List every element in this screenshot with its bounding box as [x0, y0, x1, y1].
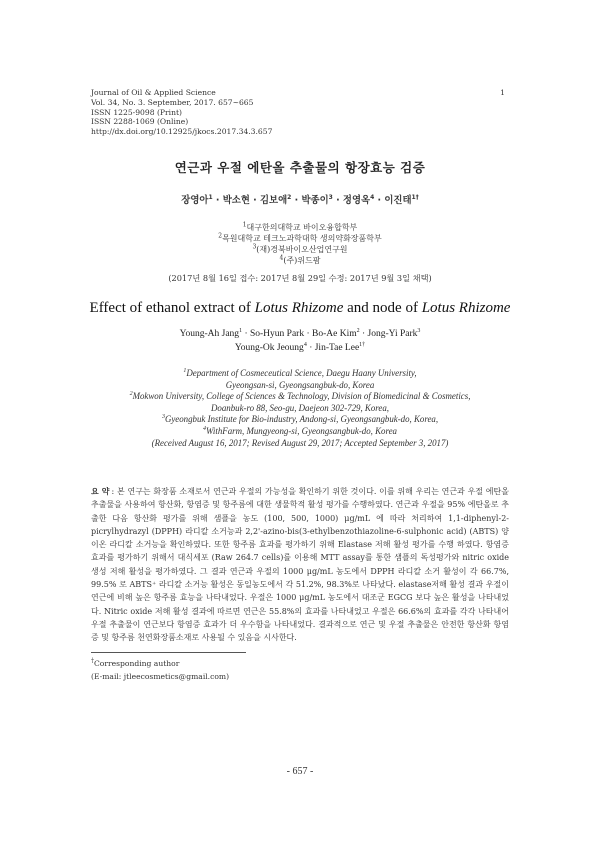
abstract-label: 요 약 — [91, 487, 110, 496]
affiliation-ko: $^4$(주)위드팜 — [279, 254, 321, 265]
affiliation-ko: $^3$(재)경북바이오산업연구원 — [252, 243, 348, 254]
english-authors: Young-Ah Jang$^1$ · So-Hyun Park · Bo-Ae Kim$^2$ · Jong-Yi Park$^3$ Young-Ok Jeoung$^4$ · Jin-Tae Lee$^{1\dagger}$ — [179, 327, 421, 353]
author-ko: 김보애$^2$ — [260, 193, 292, 206]
affiliation-en: Gyeongsan-si, Gyeongsangbuk-do, Korea — [225, 379, 375, 390]
abstract-text: : 본 연구는 화장품 소재로서 연근과 우절의 가능성을 확인하기 위한 것이다. 이를 위해 우리는 연근과 우절 에탄올 추출물을 사용하여 항산화, 항염증 및 항주름에 대한 생물학적 활성 평가를 수행하였다. 연근과 우절을 95% 에탄올로 추출한 다음 항산화 평가를 위해 샘플을 농도 (100, 500, 1000) μg/mL 에 따라 처리하여 1,1-diphenyl-2-picrylhydrazyl (DPPH) 라디칼 소거능과 2,2'-azino-bis(3-ethylbenzothiazoline-6-sulphonic acid) (ABTS) 양이온 라디칼 소거능을 확인하였다. 또한 항주름 효과를 평가하기 위해 Elastase 저해 활성 평가를 수행 하였다. 항염증 효과를 평가하기 위해서 대식세포 (Raw 264.7 cells)를 이용해 MTT assay를 통한 샘플의 독성평가와 nitric oxide 생성 저해 활성을 평가하였다. 그 결과 연근과 우절의 1000 μg/mL 농도에서 DPPH 라디칼 소거 활성이 각 66.7%, 99.5% 로 ABTS⁺ 라디칼 소거능 활성은 동일농도에서 각 51.2%, 98.3%로 나타났다. elastase저해 활성 결과 우절이 연근에 비해 높은 항주름 효능을 나타내었다. 우절은 1000 μg/mL 농도에서 대조군 EGCG 보다 높은 활성을 나타내었다. Nitric oxide 저해 활성 결과에 따르면 연근은 55.8%의 효과를 나타내었고 우절은 66.6%의 효과를 각각 나타내어 우절 추출물이 연근보다 항염증 효과가 더 우수함을 나타내었다. 결과적으로 연근 및 우절 추출물은 안전한 항산화 항염증 및 항주름 천연화장품소재로 사용될 수 있음을 시사한다. — [91, 487, 509, 643]
affiliation-en: $^2$Mokwon University, College of Sciences & Technology, Division of Biomedicinal & Cosmetics, — [129, 391, 471, 402]
page-number: - 657 - — [286, 766, 314, 777]
english-title: Effect of ethanol extract of Lotus Rhizome and node of Lotus Rhizome — [89, 300, 511, 316]
korean-authors: 장영아$^1$ · 박소현 · 김보애$^2$ · 박종이$^3$ · 정영옥$^4$ · 이진태$^{1\dagger}$ — [181, 193, 419, 206]
affiliation-en: $^3$Gyeongbuk Institute for Bio-industry, Andong-si, Gyeongsangbuk-do, Korea, — [161, 414, 439, 425]
korean-title: 연근과 우절 에탄올 추출물의 항장효능 검증 — [174, 160, 426, 175]
author-en: So-Hyun Park — [249, 329, 305, 339]
journal-name: Journal of Oil & Applied Science — [91, 88, 216, 97]
author-ko: 장영아$^1$ — [181, 193, 213, 206]
korean-received-dates: (2017년 8월 16일 접수: 2017년 8월 29일 수정: 2017년 9월 3일 채택) — [168, 273, 432, 283]
affiliation-en: Doanbuk-ro 88, Seo-gu, Daejeon 302-729, Korea, — [210, 402, 390, 413]
footnote — [91, 658, 229, 683]
doi-link[interactable]: http://dx.doi.org/10.12925/jkocs.2017.34.3.657 — [91, 127, 273, 137]
affiliation-en: $^1$Department of Cosmeceutical Science, Daegu Haany University, — [183, 368, 417, 378]
author-ko: 박종이$^3$ — [301, 193, 333, 206]
affiliation-en: $^4$WithFarm, Mungyeong-si, Gyeongsangbuk-do, Korea — [203, 425, 397, 436]
korean-affiliations — [0, 222, 600, 266]
corresponding-author-label: Corresponding author — [94, 659, 180, 668]
author-ko: 박소현 — [222, 195, 250, 206]
affiliation-ko: $^1$대구한의대학교 바이오융합학부 — [242, 221, 358, 232]
author-en: Jong-Yi Park$^3$ — [367, 327, 421, 339]
dagger-mark: † — [91, 657, 94, 665]
author-ko: 정영옥$^4$ — [342, 193, 375, 206]
author-en: Young-Ah Jang$^1$ — [179, 327, 243, 339]
issn-online: ISSN 2288-1069 (Online) — [91, 117, 189, 127]
journal-volume: Vol. 34, No. 3. September, 2017. 657~665 — [91, 97, 254, 107]
footnote-divider — [91, 652, 246, 653]
affiliation-ko: $^2$목원대학교 테크노과학대학 생의약화장품학부 — [218, 232, 382, 243]
corresponding-email: (E-mail: jtleecosmetics@gmail.com) — [91, 671, 230, 681]
author-en: Jin-Tae Lee$^{1\dagger}$ — [314, 341, 366, 353]
issn-print: ISSN 1225-9098 (Print) — [91, 107, 182, 117]
header-page-number: 1 — [500, 88, 505, 97]
author-ko: 이진태$^{1\dagger}$ — [384, 193, 419, 206]
english-affiliations — [0, 368, 600, 449]
author-en: Bo-Ae Kim$^2$ — [312, 327, 360, 339]
abstract — [91, 485, 509, 645]
author-en: Young-Ok Jeoung$^4$ — [234, 341, 307, 353]
journal-header — [91, 88, 272, 137]
received-dates-en: (Received August 16, 2017; Revised August 29, 2017; Accepted September 3, 2017) — [151, 437, 449, 448]
